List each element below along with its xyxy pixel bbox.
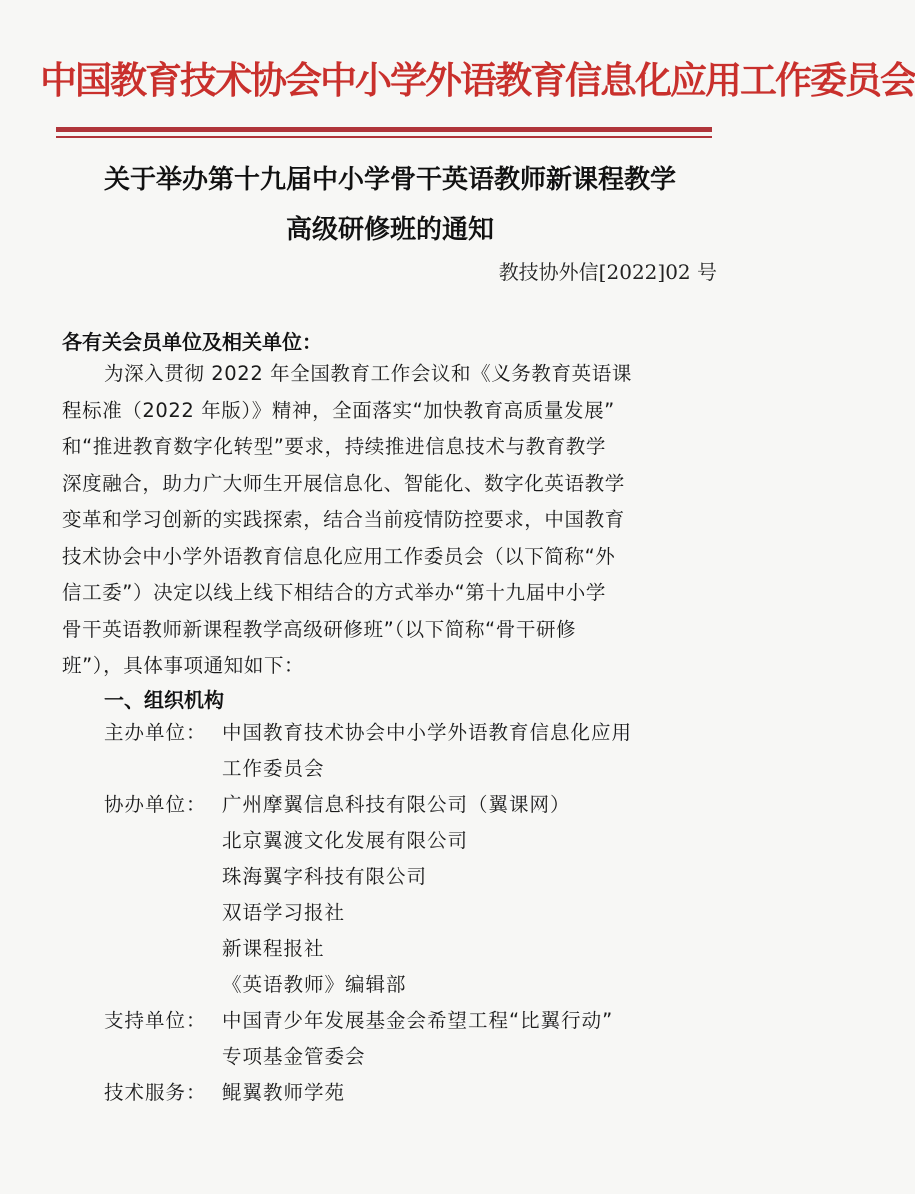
organizer-value: 中国青少年发展基金会希望工程“比翼行动”	[222, 1009, 614, 1032]
paragraph-line: 变革和学习创新的实践探索，结合当前疫情防控要求，中国教育	[62, 508, 625, 531]
section-heading: 一、组织机构	[104, 688, 224, 712]
letterhead: 中国教育技术协会中小学外语教育信息化应用工作委员会	[40, 59, 915, 102]
organizer-value: 鲲翼教师学苑	[222, 1081, 346, 1104]
letterhead-rule-thick	[56, 127, 712, 132]
title-line-1: 关于举办第十九届中小学骨干英语教师新课程教学	[103, 165, 676, 195]
organizer-label: 支持单位：	[104, 1009, 207, 1032]
body-paragraph	[62, 356, 722, 685]
salutation: 各有关会员单位及相关单位：	[62, 330, 322, 354]
organizer-value: 《英语教师》编辑部	[222, 973, 407, 996]
paragraph-line: 技术协会中小学外语教育信息化应用工作委员会（以下简称“外	[62, 544, 616, 568]
organizer-value: 北京翼渡文化发展有限公司	[222, 829, 469, 852]
paragraph-line: 为深入贯彻 2022 年全国教育工作会议和《义务教育英语课	[104, 362, 632, 385]
paragraph-line: 骨干英语教师新课程教学高级研修班”（以下简称“骨干研修	[62, 617, 577, 641]
organizer-value: 珠海翼字科技有限公司	[222, 865, 428, 888]
organizer-host	[104, 715, 724, 787]
organizer-label: 协办单位：	[104, 793, 207, 816]
paragraph-line: 深度融合，助力广大师生开展信息化、智能化、数字化英语教学	[62, 471, 625, 495]
document-number: 教技协外信[2022]02 号	[498, 260, 717, 284]
letterhead-rule-thin	[56, 136, 712, 138]
organizer-value: 工作委员会	[222, 757, 325, 780]
organizer-value: 双语学习报社	[222, 901, 346, 924]
organizer-value: 专项基金管委会	[222, 1045, 366, 1068]
paragraph-line: 班”），具体事项通知如下：	[62, 654, 305, 677]
paragraph-line: 信工委”）决定以线上线下相结合的方式举办“第十九届中小学	[62, 581, 607, 604]
organizer-support	[104, 1003, 724, 1075]
title-line-2: 高级研修班的通知	[285, 215, 494, 245]
organizer-tech	[104, 1075, 724, 1111]
organizer-value: 广州摩翼信息科技有限公司（翼课网）	[222, 793, 571, 816]
paragraph-line: 程标准（2022 年版）》精神，全面落实“加快教育高质量发展”	[62, 398, 615, 422]
organizer-value: 中国教育技术协会中小学外语教育信息化应用	[222, 721, 633, 744]
organizer-label: 技术服务：	[104, 1081, 207, 1104]
organizer-co	[104, 787, 724, 1003]
paragraph-line: 和“推进教育数字化转型”要求，持续推进信息技术与教育教学	[62, 435, 607, 458]
organizer-value: 新课程报社	[222, 937, 325, 960]
organizer-label: 主办单位：	[104, 721, 207, 744]
